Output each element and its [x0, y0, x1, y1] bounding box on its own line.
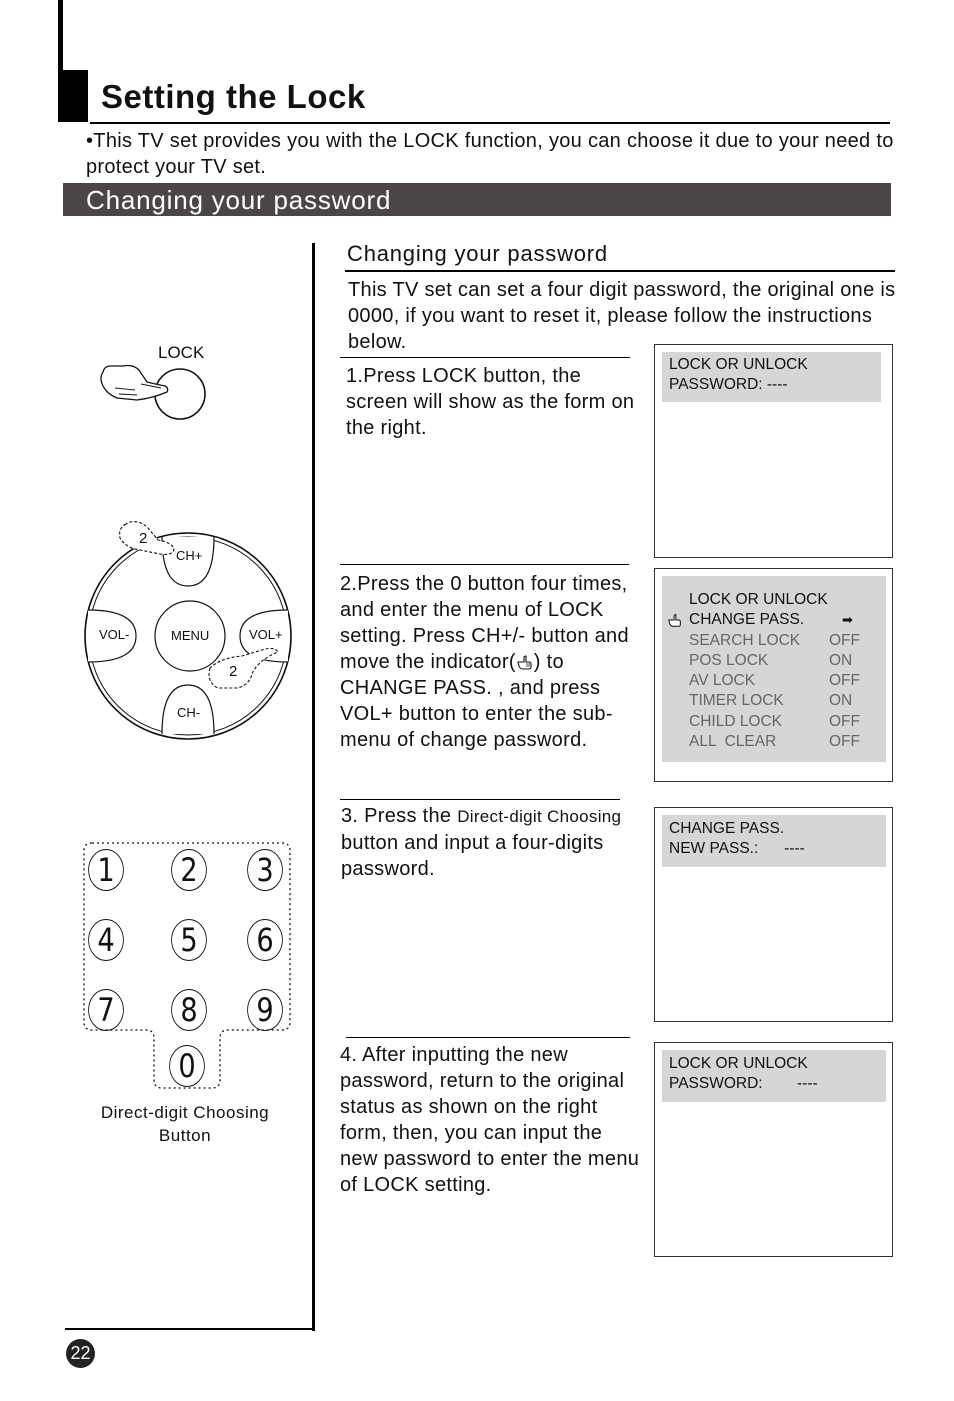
digit-button-1[interactable]: 1	[88, 849, 124, 891]
subsection-heading: Changing your password	[347, 241, 608, 266]
ch-minus-label: CH-	[177, 705, 201, 720]
title-underline	[90, 122, 890, 124]
subsection-text: This TV set can set a four digit password, the original one is 0000, if you want to reset it, please follow the instructions below.	[348, 279, 896, 353]
pointing-hand-icon	[667, 612, 683, 628]
step-3-rule	[340, 799, 620, 800]
step-2-text	[340, 571, 654, 753]
screen-4-line-1: LOCK OR UNLOCK	[669, 1055, 808, 1072]
keypad-caption-line-2: Button	[158, 1126, 212, 1145]
screen-3-line-1: CHANGE PASS.	[669, 820, 785, 837]
step-3-direct-digit: Direct-digit Choosing	[457, 807, 622, 826]
keypad-caption-line-1: Direct-digit Choosing	[100, 1103, 270, 1122]
menu-item-label: ALL CLEAR	[689, 733, 777, 751]
menu-item-value: OFF	[829, 672, 860, 690]
menu-item-label: SEARCH LOCK	[689, 631, 801, 649]
step-2-rule	[340, 564, 629, 565]
page-number: 22	[66, 1339, 95, 1368]
digit-button-4[interactable]: 4	[88, 919, 124, 961]
digit-button-3[interactable]: 3	[247, 849, 283, 891]
column-divider	[312, 243, 315, 1331]
osd-screen-4	[654, 1042, 893, 1257]
screen-1-line-1: LOCK OR UNLOCK	[669, 356, 808, 373]
menu-item[interactable]	[689, 671, 886, 691]
intro-text: •This TV set provides you with the LOCK function, you can choose it due to your need to protect your TV set.	[86, 130, 894, 178]
menu-item-label: POS LOCK	[689, 651, 769, 669]
menu-item[interactable]	[689, 712, 886, 732]
menu-item-value: OFF	[829, 631, 860, 649]
pointing-hand-icon	[516, 653, 534, 671]
menu-item-value: ON	[829, 692, 853, 710]
keypad-caption	[80, 1101, 290, 1147]
footer-rule	[65, 1328, 315, 1330]
step-1-rule	[340, 357, 630, 358]
subsection-underline	[345, 270, 895, 272]
menu-item[interactable]	[689, 631, 886, 651]
header-vertical-bar	[58, 0, 63, 72]
title-marker-block	[58, 70, 88, 122]
vol-plus-label: VOL+	[249, 627, 283, 642]
menu-item-value: ON	[829, 651, 853, 669]
section-banner	[63, 183, 891, 216]
menu-item-value: OFF	[829, 712, 860, 730]
right-arrow-icon: ➡	[842, 612, 853, 628]
step-1-text: 1.Press LOCK button, the screen will show as the form on the right.	[346, 365, 635, 439]
step-3-suffix: button and input a four-digits password.	[341, 832, 604, 880]
menu-item-label: AV LOCK	[689, 672, 756, 690]
digit-button-6[interactable]: 6	[247, 919, 283, 961]
digit-button-0[interactable]: 0	[169, 1045, 205, 1087]
step-4-rule	[346, 1037, 630, 1038]
step-3-text	[341, 803, 641, 882]
digit-button-5[interactable]: 5	[171, 919, 207, 961]
menu-item-label: CHANGE PASS.	[689, 611, 805, 629]
osd-screen-1	[654, 344, 893, 558]
lock-label: LOCK	[158, 343, 205, 362]
vol-minus-label: VOL-	[99, 627, 130, 642]
menu-item-change-pass[interactable]	[689, 610, 886, 630]
menu-label: MENU	[171, 628, 210, 643]
digit-button-9[interactable]: 9	[247, 989, 283, 1031]
screen-3-line-2: NEW PASS.: ----	[669, 840, 805, 857]
osd-screen-3	[654, 807, 893, 1022]
digit-button-8[interactable]: 8	[171, 989, 207, 1031]
screen-1-line-2: PASSWORD: ----	[669, 376, 788, 393]
menu-item-label: CHILD LOCK	[689, 712, 783, 730]
step-3-prefix: 3. Press the	[341, 805, 458, 827]
ch-plus-label: CH+	[176, 548, 203, 563]
step-4-text: 4. After inputting the new password, return to the original status as shown on the right form, then, you can input the new password to enter the menu of LOCK setting.	[340, 1044, 640, 1196]
step-2-text-after: ) to CHANGE PASS. , and press VOL+ button to enter the sub-menu of change password.	[340, 651, 613, 751]
digit-button-2[interactable]: 2	[171, 849, 207, 891]
callout-number: 2	[139, 530, 148, 547]
menu-item-value: OFF	[829, 733, 860, 751]
lock-button-illustration	[95, 358, 215, 428]
digit-button-7[interactable]: 7	[88, 989, 124, 1031]
menu-item[interactable]	[689, 732, 886, 752]
screen-4-line-2: PASSWORD: ----	[669, 1075, 818, 1092]
callout-number: 2	[229, 663, 238, 680]
menu-item-label: TIMER LOCK	[689, 692, 784, 710]
step-2-text-before: 2.Press the 0 button four times, and enter the menu of LOCK setting. Press CH+/- button and move the indicator(	[340, 573, 629, 673]
menu-title: LOCK OR UNLOCK	[689, 591, 828, 608]
menu-item[interactable]	[689, 691, 886, 711]
section-banner-text: Changing your password	[86, 185, 392, 215]
page-title: Setting the Lock	[101, 78, 366, 115]
osd-screen-2	[654, 568, 893, 782]
menu-item[interactable]	[689, 651, 886, 671]
